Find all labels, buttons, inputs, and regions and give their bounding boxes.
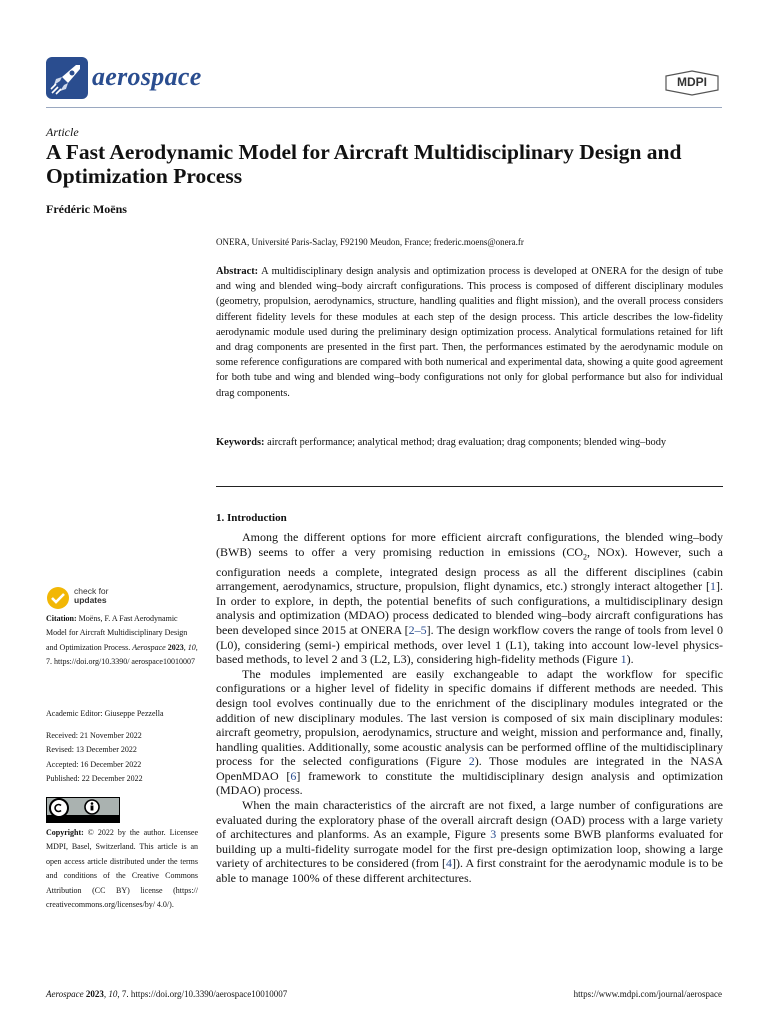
check-updates-line2: updates: [74, 595, 107, 605]
abstract-label: Abstract:: [216, 266, 259, 277]
footer-citation: Aerospace 2023, 10, 7. https://doi.org/10.3390/aerospace10010007: [46, 989, 288, 999]
ref-link-1[interactable]: 1: [710, 579, 716, 594]
section-rule: [216, 486, 723, 487]
header-rule: [46, 107, 722, 108]
check-for-updates-button[interactable]: [46, 585, 166, 611]
keywords-label: Keywords:: [216, 437, 265, 448]
journal-name: aerospace: [92, 62, 202, 91]
abstract: [216, 264, 723, 401]
copyright-block: Copyright: © 2022 by the author. Licensee MDPI, Basel, Switzerland. This article is an open access article distributed under the terms and conditions of the Creative Commons Attribution (CC BY) license (https:// creativecommons.org/licenses/by/ 4.0/).: [46, 828, 199, 910]
received-date: Received: 21 November 2022: [46, 731, 142, 740]
revised-date: Revised: 13 December 2022: [46, 745, 137, 755]
figure-link-2[interactable]: 2: [468, 754, 475, 769]
author-name: Frédéric Moëns: [46, 202, 127, 216]
ref-link-4[interactable]: 4: [446, 856, 453, 871]
check-updates-line1: check for: [74, 586, 109, 596]
footer-url[interactable]: https://www.mdpi.com/journal/aerospace: [573, 989, 722, 999]
keywords-text: aircraft performance; analytical method; drag evaluation; drag components; blended wing–body: [267, 437, 667, 448]
abstract-text: A multidisciplinary design analysis and optimization process is developed at ONERA for the design of tube and wing and blended wing–body aircraft configurations. This process is composed of different disciplinary modules (geometry, propulsion, aerodynamics, structure, handling qualities and flight mission), and the overall process considers different fidelity levels for these modules at each step of the design process. This article describes the low-fidelity aerodynamic module used during the preliminary design optimization process. Analytical formulations retained for lift and drag components are presented in the first part. Then, the performances estimated by the aerodynamic module on some reference configurations are compared with both numerical and experimental data, showing a quite good agreement for both tube and wing and blended wing–body configurations not only for global performance but also for individual drag components.: [216, 266, 723, 399]
body-text: [216, 530, 723, 886]
paragraph-2: The modules implemented are easily exchangeable to adapt the workflow for specific configurations or a higher level of fidelity in specific domains if different methods are needed. This design tool evolves continually due to the enrichment of the disciplinary modules integrated or the addition of new disciplinary modules. The last version is composed of six main disciplinary modules: aircraft geometry, propulsion, aerodynamics, structure and weight, mission and performance and, finally, handling qualities. Additionally, some acoustic analysis can be performed offline of the multidisciplinary process for the selected configurations (Figure 2). Those modules are integrated in the NASA OpenMDAO [6] framework to constitute the multidisciplinary design analysis and optimization (MDAO) process.: [216, 666, 723, 798]
affiliation: ONERA, Université Paris-Saclay, F92190 Meudon, France; frederic.moens@onera.fr: [216, 237, 524, 247]
keywords: [216, 435, 723, 450]
paragraph-3: When the main characteristics of the aircraft are not fixed, a large number of configurations are evaluated during the exploratory phase of the overall aircraft design (OAD) process with a large variety of architectures and planforms. As an example, Figure 3 presents some BWB planforms evaluated for building up a multi-fidelity surrogate model for the first pre-design optimization loop, showing a large variety of architectures to be considered (from [4]). A first constraint for the aerodynamic module is to be able to manage 100% of these different architectures.: [216, 798, 723, 886]
citation-block: Citation: Moëns, F. A Fast Aerodynamic Model for Aircraft Multidisciplinary Design and Optimization Process. Aerospace 2023, 10, 7. https://doi.org/10.3390/ aerospace10010007: [46, 614, 198, 667]
mdpi-logo-text: MDPI: [677, 75, 707, 89]
article-title: A Fast Aerodynamic Model for Aircraft Multidisciplinary Design and Optimization Process: [46, 140, 682, 188]
ref-link-2-5[interactable]: 2–5: [408, 622, 427, 637]
check-updates-icon: [46, 586, 70, 610]
cc-by-license-icon: [46, 797, 120, 823]
published-date: Published: 22 December 2022: [46, 774, 143, 784]
rocket-logo-icon: [46, 57, 88, 99]
article-type: Article: [46, 125, 79, 139]
section-heading: 1. Introduction: [216, 512, 287, 524]
figure-link-3[interactable]: 3: [490, 827, 497, 842]
dates-block: [46, 729, 198, 787]
figure-link-1[interactable]: 1: [620, 652, 627, 667]
paragraph-1: Among the different options for more efficient aircraft configurations, the blended wing–body (BWB) seems to offer a very promising reduction in emissions ($CO_2$, NOx). However, such a configuration needs a complete, integrated design process as all the different disciplines (cabin arrangement, aerodynamics, structure, propulsion, flight dynamics, etc.) strongly interact altogether [1]. In order to explore, in depth, the potential benefits of such configurations, a multidisciplinary design analysis and optimization (MDAO) process dedicated to blended wing–body aircraft configurations has been developed since 2015 at ONERA [2–5]. The design workflow covers the range of tools from level 0 (L0), considering (semi-) empirical methods, over level 1 (L1), taking into account low-level physics-based methods, to level 2 and 3 (L2, L3), considering high-fidelity methods (Figure 1).: [216, 530, 724, 667]
accepted-date: Accepted: 16 December 2022: [46, 759, 142, 769]
academic-editor: Academic Editor: Giuseppe Pezzella: [46, 709, 164, 718]
ref-link-6[interactable]: 6: [290, 768, 297, 783]
